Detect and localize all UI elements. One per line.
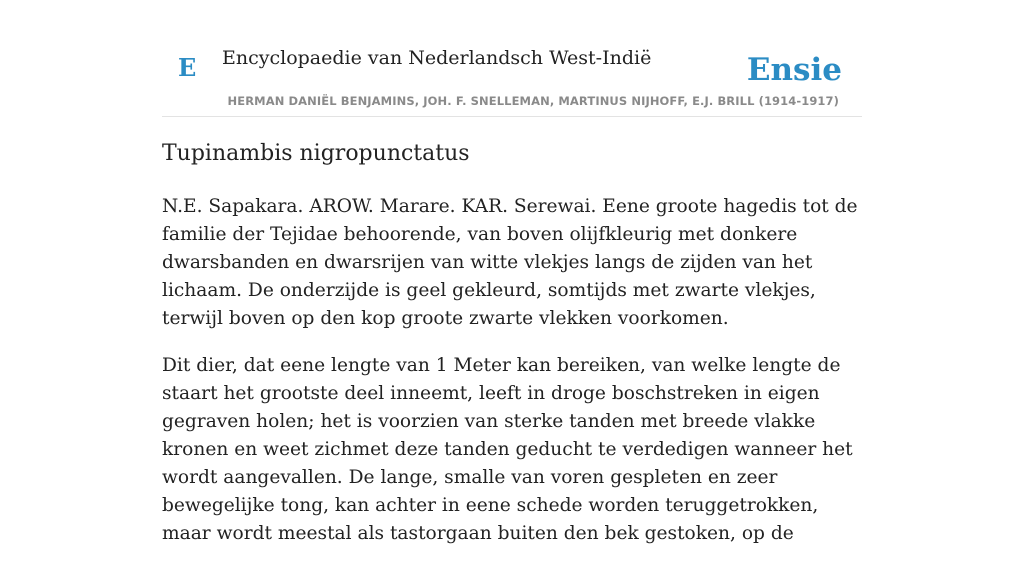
source-logo[interactable]: E (178, 53, 197, 82)
article-paragraph: N.E. Sapakara. AROW. Marare. KAR. Serewai. Eene groote hagedis tot de familie der Tejidae behoorende, van boven olijfkleurig met donkere dwarsbanden en dwarsrijen van witte vlekjes langs de zijden van het lichaam. De onderzijde is geel gekleurd, somtijds met zwarte vlekjes, terwijl boven op den kop groote zwarte vlekken voorkomen. (162, 196, 858, 329)
article-title: Tupinambis nigropunctatus (162, 141, 470, 166)
ensie-logo-link[interactable]: Ensie (746, 52, 842, 88)
article (162, 138, 862, 567)
article-paragraph: Dit dier, dat eene lengte van 1 Meter kan bereiken, van welke lengte de staart het grootste deel inneemt, leeft in droge boschstreken in eigen gegraven holen; het is voorzien van sterke tanden met breede vlakke kronen en weet zichmet deze tanden geducht te verdedigen wanneer het wordt aangevallen. De lange, smalle van voren gespleten en zeer bewegelijke tong, kan achter in eene schede worden teruggetrokken, maar wordt meestal als tastorgaan buiten den bek gestoken, op de (162, 355, 853, 544)
source-title-link[interactable]: Encyclopaedie van Nederlandsch West-Indië (222, 47, 652, 69)
source-header (162, 0, 862, 117)
source-authors: HERMAN DANIËL BENJAMINS, JOH. F. SNELLEMAN, MARTINUS NIJHOFF, E.J. BRILL (1914-1917) (227, 94, 839, 108)
